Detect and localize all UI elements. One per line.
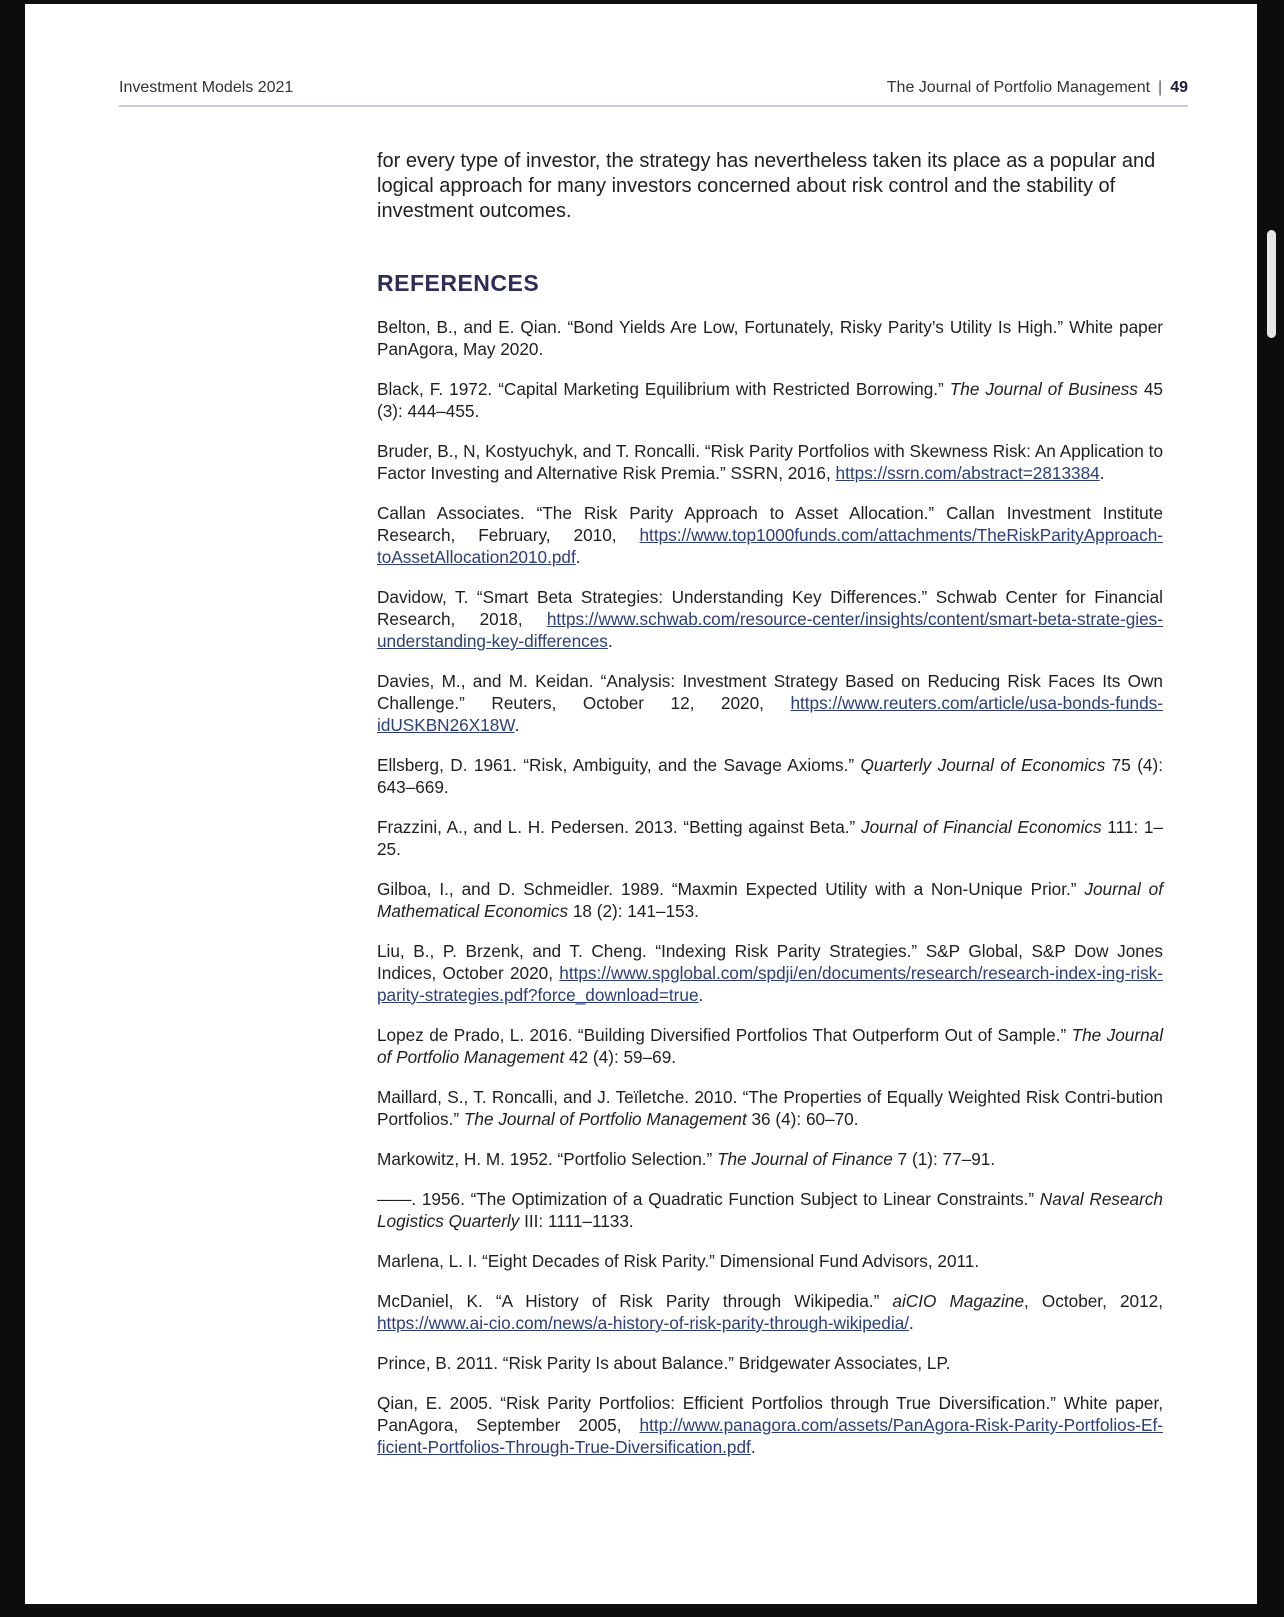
reference-source: The Journal of Finance — [717, 1149, 893, 1169]
reference-item — [377, 754, 1163, 798]
reference-link[interactable]: https://www.spglobal.com/spdji/en/documents/research/research-index-ing-risk-parity-strategies.pdf?force_download=true — [377, 963, 1163, 1005]
reference-source: Quarterly Journal of Economics — [860, 755, 1106, 775]
reference-text: Frazzini, A., and L. H. Pedersen. 2013. “Betting against Beta.” — [377, 817, 861, 837]
reference-text: Gilboa, I., and D. Schmeidler. 1989. “Maxmin Expected Utility with a Non-Unique Prior.” — [377, 879, 1085, 899]
reference-text: Belton, B., and E. Qian. “Bond Yields Are Low, Fortunately, Risky Parity’s Utility Is High.” White paper PanAgora, May 2020. — [377, 317, 1163, 359]
reference-details: 75 (4): 643–669. — [377, 755, 1163, 797]
reference-text: Davies, M., and M. Keidan. “Analysis: Investment Strategy Based on Reducing Risk Faces Its Own Challenge.” Reuters, October 12, 2020, — [377, 671, 1163, 713]
reference-source: Journal of Financial Economics — [860, 817, 1102, 837]
reference-item — [377, 1290, 1163, 1334]
reference-details: III: 1111–1133. — [519, 1211, 634, 1231]
reference-link[interactable]: https://www.top1000funds.com/attachments/TheRiskParityApproach-toAssetAllocation2010.pdf — [377, 525, 1163, 567]
reference-text: McDaniel, K. “A History of Risk Parity through Wikipedia.” — [377, 1291, 893, 1311]
reference-text: Black, F. 1972. “Capital Marketing Equilibrium with Restricted Borrowing.” — [377, 379, 950, 399]
reference-end: . — [575, 547, 581, 567]
reference-source: The Journal of Portfolio Management — [463, 1109, 747, 1129]
reference-details: 36 (4): 60–70. — [746, 1109, 859, 1129]
references-heading: REFERENCES — [377, 270, 540, 296]
reference-details: 111: 1–25. — [377, 817, 1163, 859]
reference-item — [377, 1148, 1163, 1170]
reference-end: . — [514, 715, 520, 735]
reference-link[interactable]: https://www.reuters.com/article/usa-bonds-funds-idUSKBN26X18W — [377, 693, 1163, 735]
reference-text: Lopez de Prado, L. 2016. “Building Diversified Portfolios That Outperform Out of Sample.” — [377, 1025, 1072, 1045]
reference-end: . — [607, 631, 613, 651]
scrollbar-thumb[interactable] — [1267, 230, 1276, 338]
document-page — [25, 4, 1257, 1604]
reference-text: Callan Associates. “The Risk Parity Approach to Asset Allocation.” Callan Investment Institute Research, February, 2010, — [377, 503, 1163, 545]
reference-link[interactable]: https://www.ai-cio.com/news/a-history-of-risk-parity-through-wikipedia/ — [377, 1313, 910, 1333]
reference-source: Naval Research Logistics Quarterly — [377, 1189, 1163, 1231]
reference-text: Maillard, S., T. Roncalli, and J. Teïletche. 2010. “The Properties of Equally Weighted Risk Contri-bution Portfolios.” — [377, 1087, 1163, 1129]
reference-end: . — [1099, 463, 1105, 483]
reference-text: Prince, B. 2011. “Risk Parity Is about Balance.” Bridgewater Associates, LP. — [377, 1353, 951, 1373]
intro-paragraph: for every type of investor, the strategy has nevertheless taken its place as a popular and logical approach for many investors concerned about risk control and the stability of investment outcomes. — [377, 150, 1156, 222]
reference-item — [377, 1188, 1163, 1232]
reference-item — [377, 940, 1163, 1006]
reference-item — [377, 878, 1163, 922]
reference-item — [377, 1086, 1163, 1130]
publication-title: Investment Models 2021 — [119, 79, 294, 96]
reference-item — [377, 440, 1163, 484]
reference-link[interactable]: https://www.schwab.com/resource-center/insights/content/smart-beta-strate-gies-understanding-key-differences — [377, 609, 1163, 651]
reference-item — [377, 378, 1163, 422]
reference-source: Journal of Mathematical Economics — [377, 879, 1163, 921]
reference-text: Davidow, T. “Smart Beta Strategies: Understanding Key Differences.” Schwab Center for Financial Research, 2018, — [377, 587, 1163, 629]
header-separator: | — [1158, 79, 1163, 96]
reference-item — [377, 502, 1163, 568]
reference-details: , October, 2012, — [1024, 1291, 1163, 1311]
journal-page-info — [887, 79, 1188, 97]
reference-text: Bruder, B., N, Kostyuchyk, and T. Roncalli. “Risk Parity Portfolios with Skewness Risk: An Application to Factor Investing and Alternative Risk Premia.” SSRN, 2016, — [377, 441, 1163, 483]
reference-text: Markowitz, H. M. 1952. “Portfolio Selection.” — [377, 1149, 718, 1169]
main-content — [377, 149, 1163, 1476]
reference-details: 7 (1): 77–91. — [892, 1149, 996, 1169]
references-list — [377, 316, 1163, 1458]
reference-item — [377, 586, 1163, 652]
running-header — [119, 74, 1188, 107]
reference-end: . — [698, 985, 704, 1005]
reference-item — [377, 1024, 1163, 1068]
reference-text: Qian, E. 2005. “Risk Parity Portfolios: Efficient Portfolios through True Diversification.” White paper, PanAgora, September 2005, — [377, 1393, 1163, 1435]
reference-text: ——. 1956. “The Optimization of a Quadratic Function Subject to Linear Constraints.” — [377, 1189, 1040, 1209]
reference-link[interactable]: https://ssrn.com/abstract=2813384 — [835, 463, 1100, 483]
reference-link[interactable]: http://www.panagora.com/assets/PanAgora-Risk-Parity-Portfolios-Ef-ficient-Portfolios-Through-True-Diversification.pdf — [377, 1415, 1163, 1457]
reference-details: 45 (3): 444–455. — [377, 379, 1163, 421]
reference-end: . — [750, 1437, 756, 1457]
reference-item — [377, 1250, 1163, 1272]
reference-item — [377, 316, 1163, 360]
reference-item — [377, 670, 1163, 736]
reference-source: The Journal of Business — [949, 379, 1138, 399]
reference-end: . — [909, 1313, 914, 1333]
reference-text: Ellsberg, D. 1961. “Risk, Ambiguity, and the Savage Axioms.” — [377, 755, 861, 775]
reference-item — [377, 1352, 1163, 1374]
reference-details: 42 (4): 59–69. — [564, 1047, 677, 1067]
page-number: 49 — [1170, 79, 1188, 96]
reference-source: aiCIO Magazine — [892, 1291, 1024, 1311]
reference-details: 18 (2): 141–153. — [568, 901, 699, 921]
reference-item — [377, 1392, 1163, 1458]
reference-source: The Journal of Portfolio Management — [377, 1025, 1164, 1067]
journal-name: The Journal of Portfolio Management — [886, 79, 1151, 96]
reference-text: Marlena, L. I. “Eight Decades of Risk Parity.” Dimensional Fund Advisors, 2011. — [377, 1251, 980, 1271]
reference-item — [377, 816, 1163, 860]
reference-text: Liu, B., P. Brzenk, and T. Cheng. “Indexing Risk Parity Strategies.” S&P Global, S&P Dow Jones Indices, October 2020, — [377, 941, 1163, 983]
